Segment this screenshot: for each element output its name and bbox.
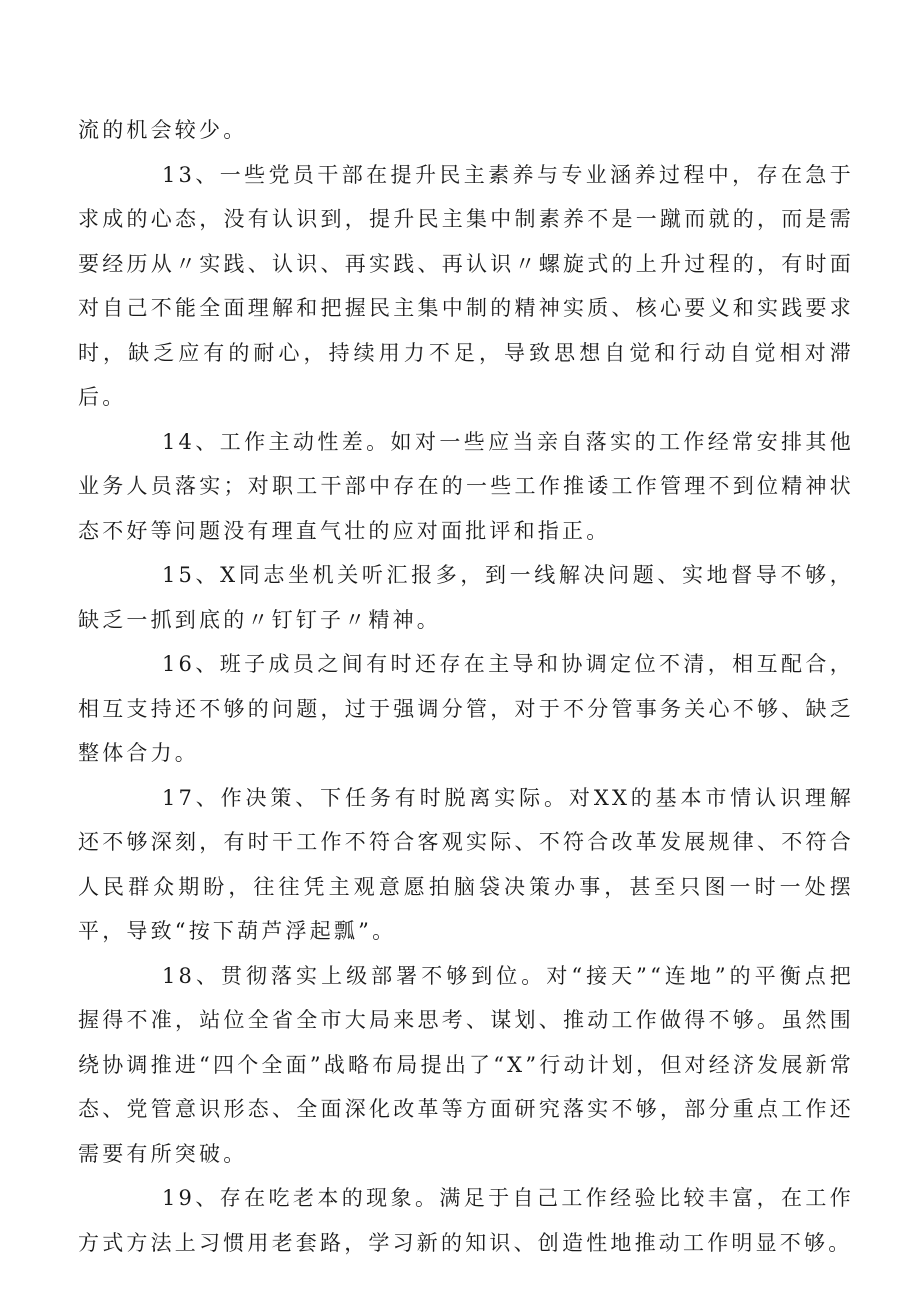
- paragraph-19: 19、存在吃老本的现象。满足于自己工作经验比较丰富，在工作方式方法上习惯用老套路，学习新的知识、创造性地推动工作明显不够。: [78, 1186, 854, 1255]
- paragraph-16: 16、班子成员之间有时还存在主导和协调定位不清，相互配合，相互支持还不够的问题，过于强调分管，对于不分管事务关心不够、缺乏整体合力。: [78, 652, 854, 765]
- paragraph-18: 18、贯彻落实上级部署不够到位。对“接天”“连地”的平衡点把握得不准，站位全省全市大局来思考、谋划、推动工作做得不够。虽然围绕协调推进“四个全面”战略布局提出了“X”行动计划，但对经济发展新常态、党管意识形态、全面深化改革等方面研究落实不够，部分重点工作还需要有所突破。: [78, 963, 854, 1166]
- document-body: [78, 108, 854, 1265]
- paragraph-12-continuation: 流的机会较少。: [78, 118, 248, 142]
- paragraph-17: 17、作决策、下任务有时脱离实际。对XX的基本市情认识理解还不够深刻，有时干工作不符合客观实际、不符合改革发展规律、不符合人民群众期盼，往往凭主观意愿拍脑袋决策办事，甚至只图一时一处摆平，导致“按下葫芦浮起瓢”。: [78, 785, 854, 943]
- paragraph-14: 14、工作主动性差。如对一些应当亲自落实的工作经常安排其他业务人员落实；对职工干部中存在的一些工作推诿工作管理不到位精神状态不好等问题没有理直气壮的应对面批评和指正。: [78, 429, 854, 543]
- paragraph-13: 13、一些党员干部在提升民主素养与专业涵养过程中，存在急于求成的心态，没有认识到，提升民主集中制素养不是一蹴而就的，而是需要经历从〃实践、认识、再实践、再认识〃螺旋式的上升过程的，有时面对自己不能全面理解和把握民主集中制的精神实质、核心要义和实践要求时，缺乏应有的耐心，持续用力不足，导致思想自觉和行动自觉相对滞后。: [78, 162, 854, 409]
- paragraph-15: 15、X同志坐机关听汇报多，到一线解决问题、实地督导不够，缺乏一抓到底的〃钉钉子〃精神。: [78, 563, 854, 632]
